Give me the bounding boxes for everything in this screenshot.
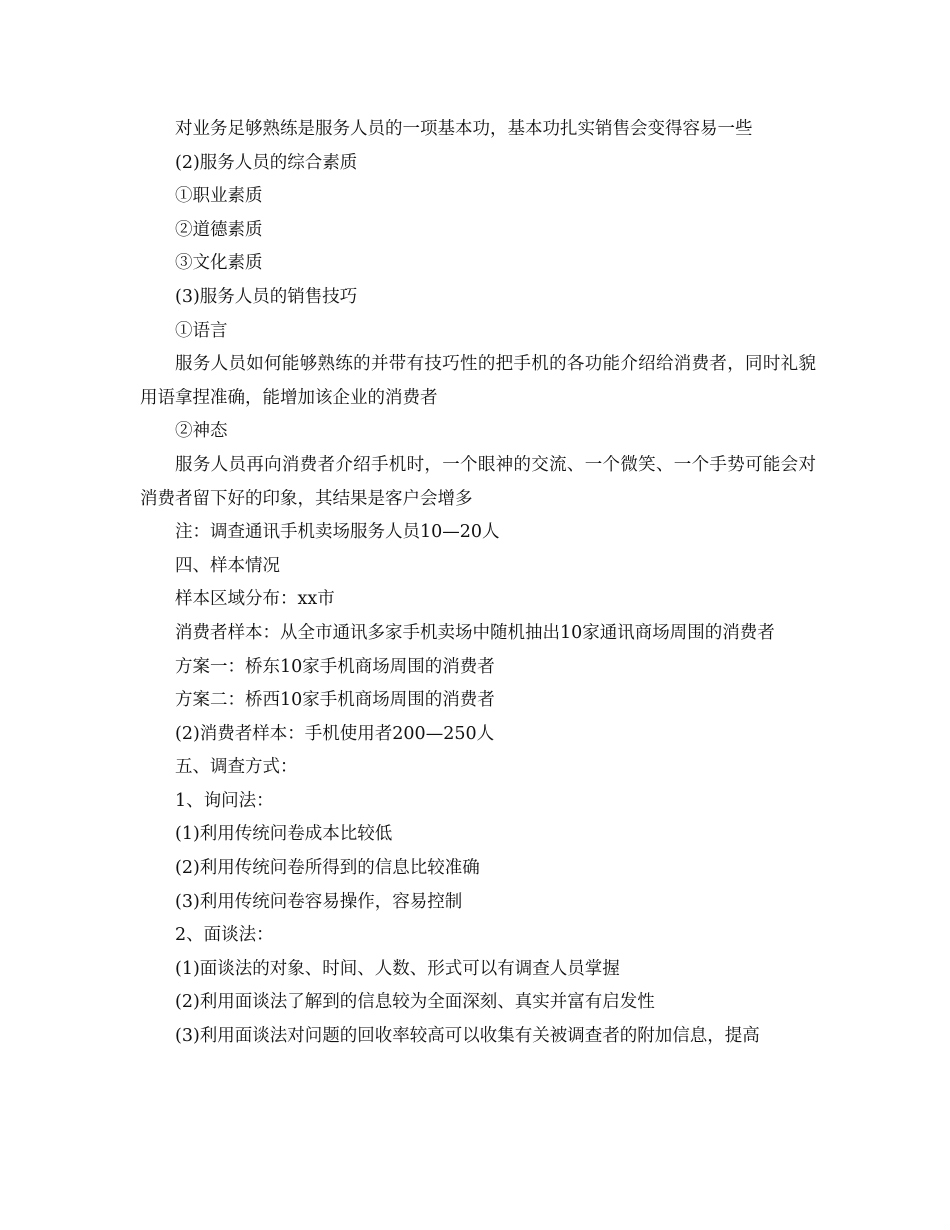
inquiry-point-3: (3)利用传统问卷容易操作，容易控制 xyxy=(175,891,463,912)
document-body xyxy=(140,113,816,1054)
heading-survey-methods: 五、调查方式： xyxy=(175,757,298,778)
consumer-sample-size: (2)消费者样本：手机使用者200—250人 xyxy=(175,723,495,744)
paragraph-language-detail: 服务人员如何能够熟练的并带有技巧性的把手机的各功能介绍给消费者，同时礼貌用语拿捏准确，能增加该企业的消费者 xyxy=(140,354,816,408)
inquiry-point-1: (1)利用传统问卷成本比较低 xyxy=(175,824,393,845)
interview-point-2: (2)利用面谈法了解到的信息较为全面深刻、真实并富有启发性 xyxy=(175,992,655,1013)
paragraph-demeanor-detail: 服务人员再向消费者介绍手机时，一个眼神的交流、一个微笑、一个手势可能会对消费者留下好的印象，其结果是客户会增多 xyxy=(140,454,816,509)
interview-point-1: (1)面谈法的对象、时间、人数、形式可以有调查人员掌握 xyxy=(175,958,620,979)
plan-one: 方案一：桥东10家手机商场周围的消费者 xyxy=(175,656,495,677)
item-demeanor: ②神态 xyxy=(175,421,228,442)
interview-point-3: (3)利用面谈法对问题的回收率较高可以收集有关被调查者的附加信息，提高 xyxy=(175,1026,760,1047)
heading-sample-situation: 四、样本情况 xyxy=(175,555,280,576)
note-survey-staff: 注：调查通讯手机卖场服务人员10—20人 xyxy=(175,522,500,543)
heading-sales-skills: (3)服务人员的销售技巧 xyxy=(175,286,358,307)
item-language: ①语言 xyxy=(175,320,228,341)
item-cultural-quality: ③文化素质 xyxy=(175,253,263,274)
consumer-sample: 消费者样本：从全市通讯多家手机卖场中随机抽出10家通讯商场周围的消费者 xyxy=(175,622,775,643)
sample-region: 样本区域分布：xx市 xyxy=(175,589,335,610)
plan-two: 方案二：桥西10家手机商场周围的消费者 xyxy=(175,690,495,711)
inquiry-point-2: (2)利用传统问卷所得到的信息比较准确 xyxy=(175,858,480,879)
heading-interview-method: 2、面谈法： xyxy=(175,925,274,946)
heading-inquiry-method: 1、询问法： xyxy=(175,790,274,811)
item-professional-quality: ①职业素质 xyxy=(175,186,263,207)
item-moral-quality: ②道德素质 xyxy=(175,219,263,240)
heading-comprehensive-quality: (2)服务人员的综合素质 xyxy=(175,152,358,173)
paragraph-business-proficiency: 对业务足够熟练是服务人员的一项基本功，基本功扎实销售会变得容易一些 xyxy=(175,119,753,139)
